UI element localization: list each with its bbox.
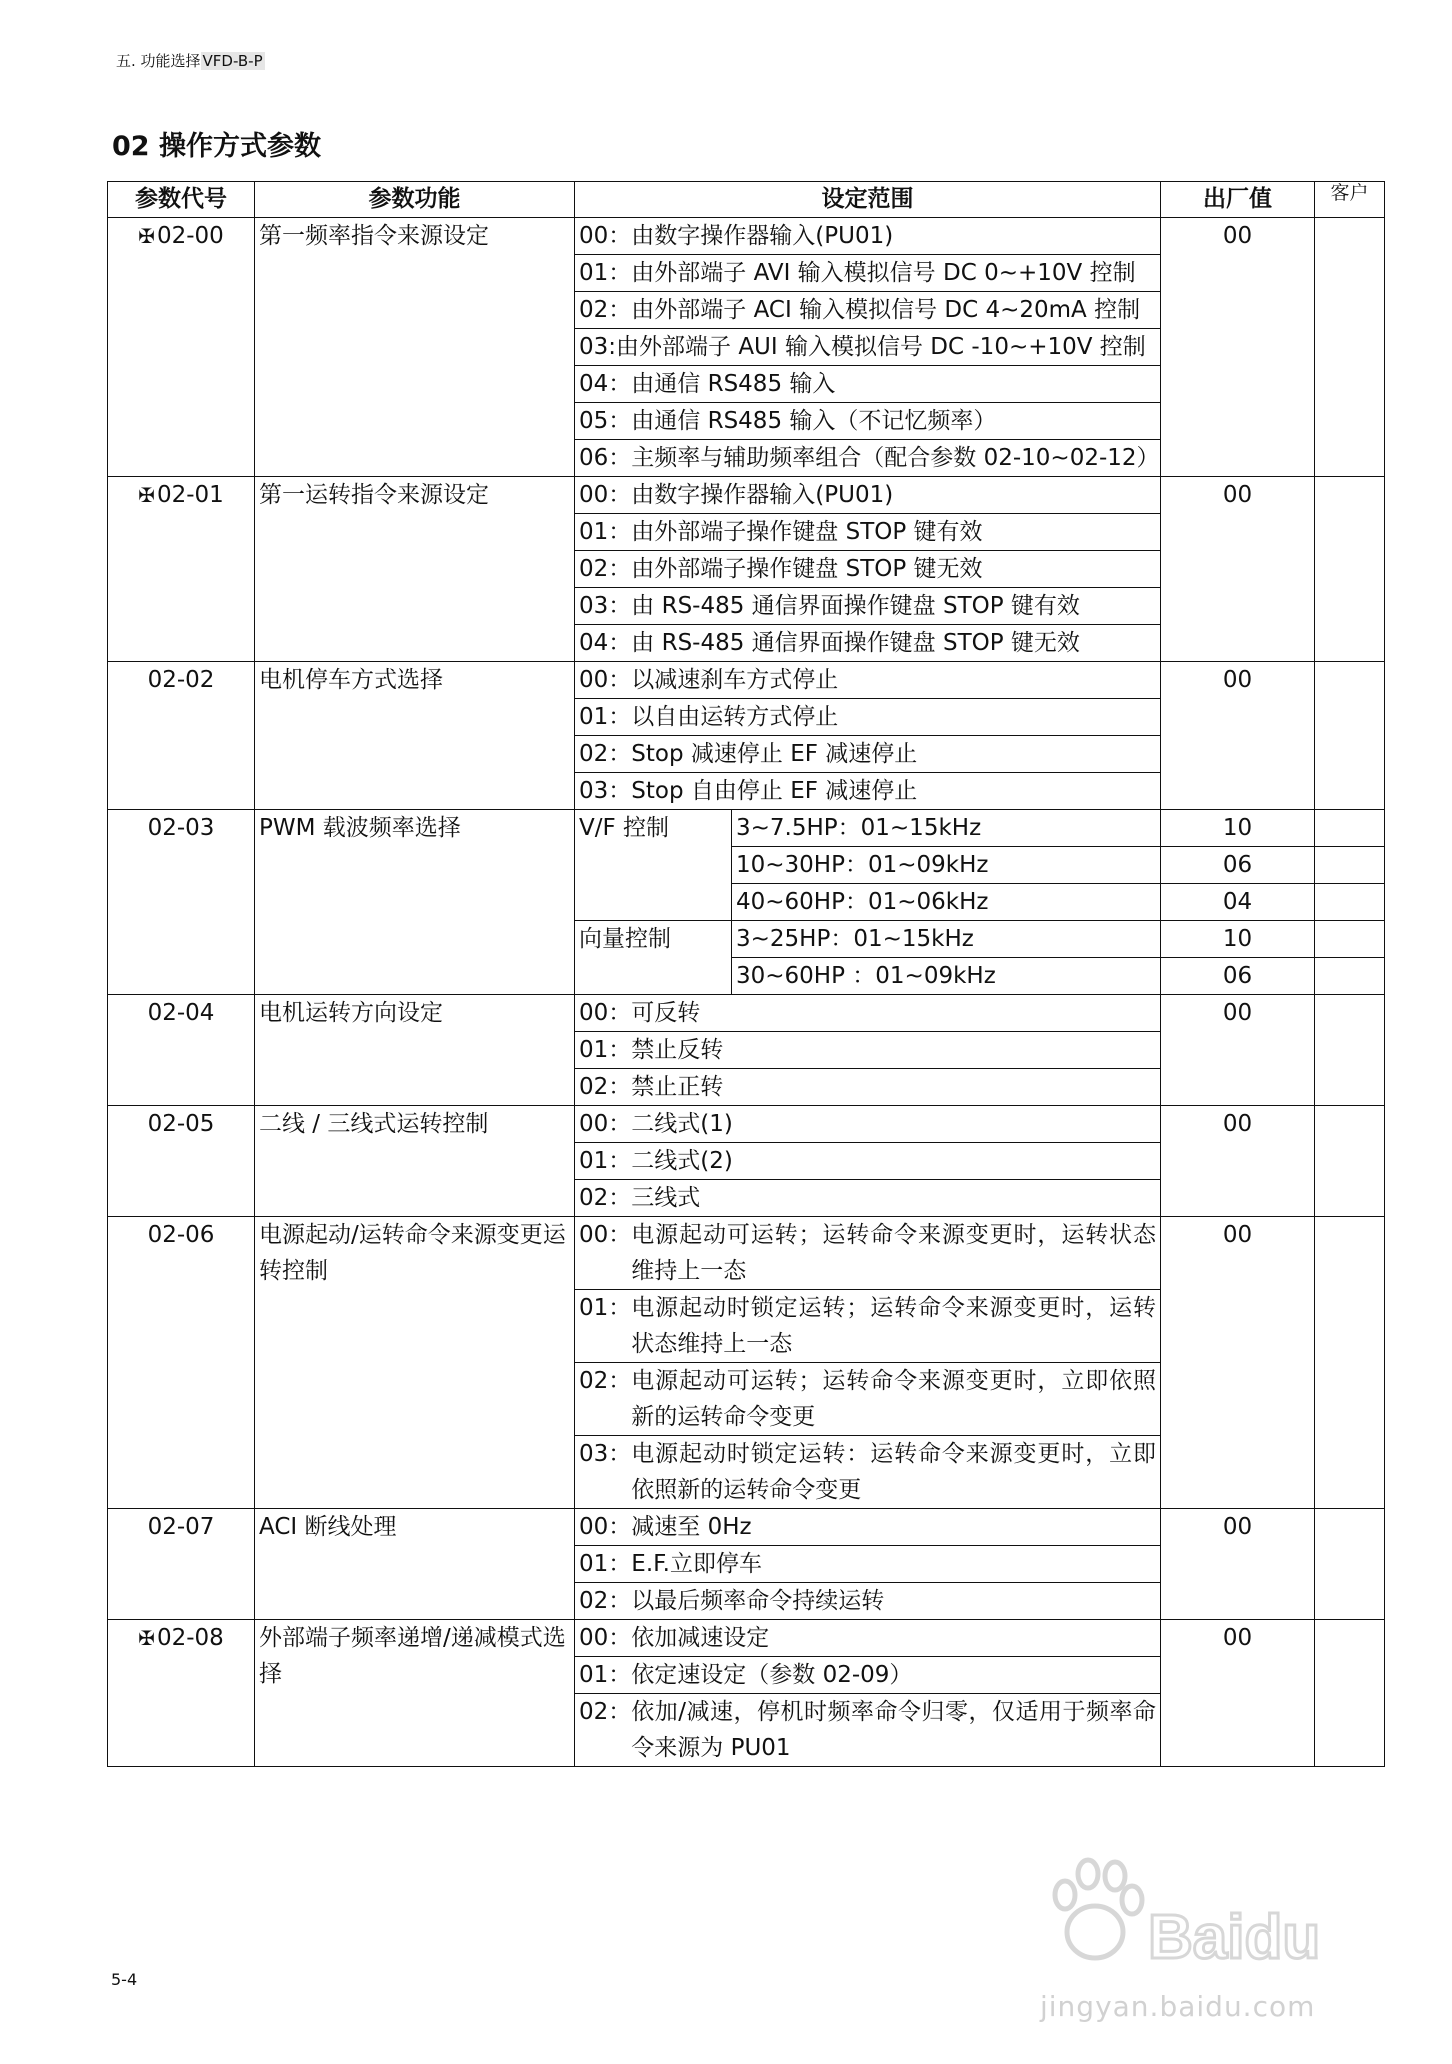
setting-option — [575, 1069, 1161, 1106]
editable-mark: ✠ — [138, 1626, 155, 1650]
header-model: VFD-B-P — [202, 52, 263, 70]
baidu-watermark — [1040, 1840, 1370, 2040]
setting-option-text: 由外部端子 AVI 输入模拟信号 DC 0~+10V 控制 — [631, 260, 1136, 286]
setting-option-text: 由数字操作器输入(PU01) — [631, 223, 894, 249]
setting-option-text: 以减速刹车方式停止 — [631, 667, 839, 693]
setting-option-text: 依定速设定（参数 02-09） — [631, 1662, 913, 1688]
setting-option — [575, 736, 1161, 773]
param-function: 电机运转方向设定 — [255, 995, 575, 1106]
setting-option-line — [579, 625, 1156, 661]
param-row — [108, 477, 1385, 514]
param-row — [108, 1106, 1385, 1143]
setting-option-line — [579, 1217, 1156, 1289]
customer-value — [1315, 218, 1385, 477]
param-code — [108, 477, 255, 662]
param-function: 第一频率指令来源设定 — [255, 218, 575, 477]
setting-option-text: 由数字操作器输入(PU01) — [631, 482, 894, 508]
setting-option-text: 由通信 RS485 输入 — [631, 371, 836, 397]
editable-mark: ✠ — [138, 224, 155, 248]
setting-option-key: 02： — [579, 1368, 632, 1394]
param-code — [108, 995, 255, 1106]
param-function: 电机停车方式选择 — [255, 662, 575, 810]
setting-option — [575, 1583, 1161, 1620]
setting-option-key: 04： — [579, 371, 632, 397]
setting-option-text: 由 RS-485 通信界面操作键盘 STOP 键无效 — [631, 630, 1080, 656]
setting-option — [575, 625, 1161, 662]
factory-value: 00 — [1161, 1620, 1315, 1767]
setting-option — [575, 1143, 1161, 1180]
carrier-range: 3~7.5HP：01~15kHz — [732, 810, 1161, 847]
setting-option — [575, 1620, 1161, 1657]
factory-value: 00 — [1161, 1509, 1315, 1620]
setting-option-text: Stop 减速停止 EF 减速停止 — [631, 741, 918, 767]
setting-option-text: 主频率与辅助频率组合（配合参数 02-10~02-12） — [631, 445, 1160, 471]
control-mode-label: V/F 控制 — [575, 810, 732, 921]
param-code — [108, 1509, 255, 1620]
setting-option — [575, 1509, 1161, 1546]
setting-option-text: 三线式 — [631, 1185, 701, 1211]
page-header — [116, 50, 265, 71]
setting-option-line — [579, 1657, 1156, 1693]
setting-option-text: 以自由运转方式停止 — [631, 704, 839, 730]
setting-option-key: 00： — [579, 1222, 632, 1248]
setting-option — [575, 995, 1161, 1032]
setting-option — [575, 551, 1161, 588]
watermark-url: jingyan.baidu.com — [1040, 1990, 1316, 2023]
setting-option — [575, 1363, 1161, 1436]
setting-option — [575, 514, 1161, 551]
setting-option — [575, 1290, 1161, 1363]
setting-option-key: 01： — [579, 1295, 632, 1321]
param-row — [108, 995, 1385, 1032]
setting-option-line — [579, 995, 1156, 1031]
header-customer: 客户 — [1315, 182, 1385, 218]
setting-option-line — [579, 1069, 1156, 1105]
setting-option-key: 00： — [579, 482, 632, 508]
param-row — [108, 662, 1385, 699]
page-number: 5-4 — [111, 1970, 138, 1989]
setting-option — [575, 1694, 1161, 1767]
setting-option-text: 由外部端子操作键盘 STOP 键有效 — [631, 519, 983, 545]
setting-option-key: 01： — [579, 260, 632, 286]
setting-option-key: 02： — [579, 1074, 632, 1100]
factory-value: 10 — [1161, 921, 1315, 958]
param-code — [108, 1106, 255, 1217]
param-code-text: 02-07 — [147, 1514, 215, 1540]
setting-option-line — [579, 292, 1156, 328]
setting-option-line — [579, 1032, 1156, 1068]
svg-text:Baidu: Baidu — [1148, 1903, 1321, 1972]
param-code-text: 02-01 — [156, 482, 224, 508]
setting-option-key: 03： — [579, 593, 632, 619]
param-code-text: 02-00 — [156, 223, 224, 249]
setting-option-key: 00： — [579, 223, 632, 249]
setting-option — [575, 1106, 1161, 1143]
setting-option-key: 05： — [579, 408, 632, 434]
setting-option-key: 02： — [579, 741, 632, 767]
setting-option-text: 减速至 0Hz — [631, 1514, 752, 1540]
factory-value: 04 — [1161, 884, 1315, 921]
setting-option-text: 电源起动可运转；运转命令来源变更时，立即依照新的运转命令变更 — [631, 1368, 1156, 1430]
setting-option-line — [579, 514, 1156, 550]
carrier-range: 3~25HP：01~15kHz — [732, 921, 1161, 958]
customer-value — [1315, 921, 1385, 958]
param-function: ACI 断线处理 — [255, 1509, 575, 1620]
param-code — [108, 810, 255, 995]
param-code — [108, 662, 255, 810]
param-row — [108, 810, 1385, 847]
setting-option-text: 由外部端子 AUI 输入模拟信号 DC -10~+10V 控制 — [616, 334, 1146, 360]
setting-option — [575, 1217, 1161, 1290]
factory-value: 00 — [1161, 662, 1315, 810]
setting-option-key: 01： — [579, 704, 632, 730]
setting-option — [575, 699, 1161, 736]
customer-value — [1315, 847, 1385, 884]
section-title: 02 操作方式参数 — [112, 131, 321, 162]
setting-option-line — [579, 1143, 1156, 1179]
factory-value: 06 — [1161, 847, 1315, 884]
table-body — [108, 218, 1385, 1767]
setting-option-text: 禁止反转 — [631, 1037, 724, 1063]
setting-option-line — [579, 255, 1156, 291]
setting-option-text: 以最后频率命令持续运转 — [631, 1588, 885, 1614]
customer-value — [1315, 1620, 1385, 1767]
setting-option — [575, 773, 1161, 810]
setting-option-text: 电源起动时锁定运转：运转命令来源变更时，立即依照新的运转命令变更 — [631, 1441, 1156, 1503]
setting-option — [575, 588, 1161, 625]
customer-value — [1315, 958, 1385, 995]
customer-value — [1315, 477, 1385, 662]
factory-value: 00 — [1161, 1106, 1315, 1217]
setting-option-key: 00： — [579, 1514, 632, 1540]
setting-option-text: 电源起动时锁定运转；运转命令来源变更时，运转状态维持上一态 — [631, 1295, 1156, 1357]
header-factory: 出厂值 — [1161, 182, 1315, 218]
setting-option-line — [579, 1546, 1156, 1582]
param-function: 电源起动/运转命令来源变更运转控制 — [255, 1217, 575, 1509]
customer-value — [1315, 1509, 1385, 1620]
setting-option-line — [579, 1583, 1156, 1619]
setting-option-text: 电源起动可运转；运转命令来源变更时，运转状态维持上一态 — [631, 1222, 1156, 1284]
setting-option — [575, 329, 1161, 366]
setting-option — [575, 1657, 1161, 1694]
setting-option — [575, 1032, 1161, 1069]
setting-option-text: 二线式(1) — [631, 1111, 733, 1137]
param-function: 二线 / 三线式运转控制 — [255, 1106, 575, 1217]
setting-option — [575, 366, 1161, 403]
setting-option — [575, 440, 1161, 477]
setting-option-text: 由外部端子 ACI 输入模拟信号 DC 4~20mA 控制 — [631, 297, 1141, 323]
setting-option-line — [579, 440, 1160, 476]
factory-value: 00 — [1161, 1217, 1315, 1509]
setting-option-key: 00： — [579, 1000, 632, 1026]
setting-option-text: 可反转 — [631, 1000, 701, 1026]
setting-option — [575, 292, 1161, 329]
table-header-row — [108, 182, 1385, 218]
setting-option-text: 禁止正转 — [631, 1074, 724, 1100]
setting-option-line — [579, 699, 1156, 735]
setting-option-key: 02： — [579, 1185, 632, 1211]
setting-option-line — [579, 1436, 1156, 1508]
setting-option-key: 01： — [579, 1148, 632, 1174]
setting-option-line — [579, 662, 1156, 698]
editable-mark: ✠ — [138, 483, 155, 507]
customer-value — [1315, 995, 1385, 1106]
setting-option-line — [579, 1509, 1156, 1545]
setting-option — [575, 1436, 1161, 1509]
setting-option — [575, 1180, 1161, 1217]
setting-option-line — [579, 1290, 1156, 1362]
param-code-text: 02-02 — [147, 667, 215, 693]
setting-option-key: 03: — [579, 334, 617, 360]
baidu-logo-icon — [1040, 1840, 1370, 1980]
setting-option-key: 01： — [579, 1662, 632, 1688]
param-function: 外部端子频率递增/递减模式选择 — [255, 1620, 575, 1767]
setting-option-key: 01： — [579, 1551, 632, 1577]
carrier-range: 40~60HP：01~06kHz — [732, 884, 1161, 921]
factory-value: 06 — [1161, 958, 1315, 995]
setting-option-text: 由通信 RS485 输入（不记忆频率） — [631, 408, 997, 434]
setting-option-line — [579, 773, 1156, 809]
param-code-text: 02-05 — [147, 1111, 215, 1137]
setting-option — [575, 403, 1161, 440]
setting-option — [575, 477, 1161, 514]
factory-value: 10 — [1161, 810, 1315, 847]
header-function: 参数功能 — [255, 182, 575, 218]
setting-option-text: 依加/减速，停机时频率命令归零，仅适用于频率命令来源为 PU01 — [631, 1699, 1156, 1761]
header-range: 设定范围 — [575, 182, 1161, 218]
param-function: 第一运转指令来源设定 — [255, 477, 575, 662]
setting-option-key: 03： — [579, 1441, 632, 1467]
setting-option-line — [579, 1180, 1156, 1216]
setting-option-text: 由 RS-485 通信界面操作键盘 STOP 键有效 — [631, 593, 1080, 619]
param-row — [108, 1217, 1385, 1290]
param-code — [108, 1620, 255, 1767]
param-row — [108, 1509, 1385, 1546]
param-code-text: 02-04 — [147, 1000, 215, 1026]
setting-option — [575, 255, 1161, 292]
setting-option — [575, 1546, 1161, 1583]
factory-value: 00 — [1161, 477, 1315, 662]
setting-option-line — [579, 551, 1156, 587]
carrier-range: 10~30HP：01~09kHz — [732, 847, 1161, 884]
setting-option-key: 03： — [579, 778, 632, 804]
setting-option-line — [579, 477, 1156, 513]
setting-option-key: 06： — [579, 445, 632, 471]
setting-option-key: 04： — [579, 630, 632, 656]
setting-option-key: 00： — [579, 1625, 632, 1651]
setting-option-key: 00： — [579, 667, 632, 693]
header-code: 参数代号 — [108, 182, 255, 218]
factory-value: 00 — [1161, 218, 1315, 477]
param-code-text: 02-03 — [147, 815, 215, 841]
factory-value: 00 — [1161, 995, 1315, 1106]
setting-option-line — [579, 329, 1156, 365]
setting-option-line — [579, 1106, 1156, 1142]
setting-option-text: 由外部端子操作键盘 STOP 键无效 — [631, 556, 983, 582]
setting-option-key: 02： — [579, 1588, 632, 1614]
param-function: PWM 载波频率选择 — [255, 810, 575, 995]
param-code — [108, 1217, 255, 1509]
customer-value — [1315, 810, 1385, 847]
carrier-range: 30~60HP ：01~09kHz — [732, 958, 1161, 995]
setting-option-key: 00： — [579, 1111, 632, 1137]
customer-value — [1315, 1106, 1385, 1217]
header-section: 五. 功能选择 — [116, 52, 201, 70]
param-code — [108, 218, 255, 477]
setting-option-line — [579, 1694, 1156, 1766]
setting-option-key: 01： — [579, 519, 632, 545]
param-code-text: 02-06 — [147, 1222, 215, 1248]
setting-option-line — [579, 1363, 1156, 1435]
setting-option-key: 02： — [579, 556, 632, 582]
setting-option-key: 02： — [579, 1699, 632, 1725]
customer-value — [1315, 662, 1385, 810]
setting-option-text: 依加减速设定 — [631, 1625, 770, 1651]
setting-option — [575, 662, 1161, 699]
setting-option-line — [579, 403, 1156, 439]
parameter-table — [107, 181, 1385, 1767]
setting-option-line — [579, 218, 1156, 254]
setting-option-line — [579, 588, 1156, 624]
param-code-text: 02-08 — [156, 1625, 224, 1651]
setting-option-text: 二线式(2) — [631, 1148, 733, 1174]
setting-option-line — [579, 736, 1156, 772]
setting-option-text: E.F.立即停车 — [631, 1551, 762, 1577]
setting-option-line — [579, 1620, 1156, 1656]
setting-option — [575, 218, 1161, 255]
customer-value — [1315, 1217, 1385, 1509]
customer-value — [1315, 884, 1385, 921]
control-mode-label: 向量控制 — [575, 921, 732, 995]
param-row — [108, 218, 1385, 255]
setting-option-key: 02： — [579, 297, 632, 323]
setting-option-text: Stop 自由停止 EF 减速停止 — [631, 778, 918, 804]
param-row — [108, 1620, 1385, 1657]
setting-option-key: 01： — [579, 1037, 632, 1063]
setting-option-line — [579, 366, 1156, 402]
